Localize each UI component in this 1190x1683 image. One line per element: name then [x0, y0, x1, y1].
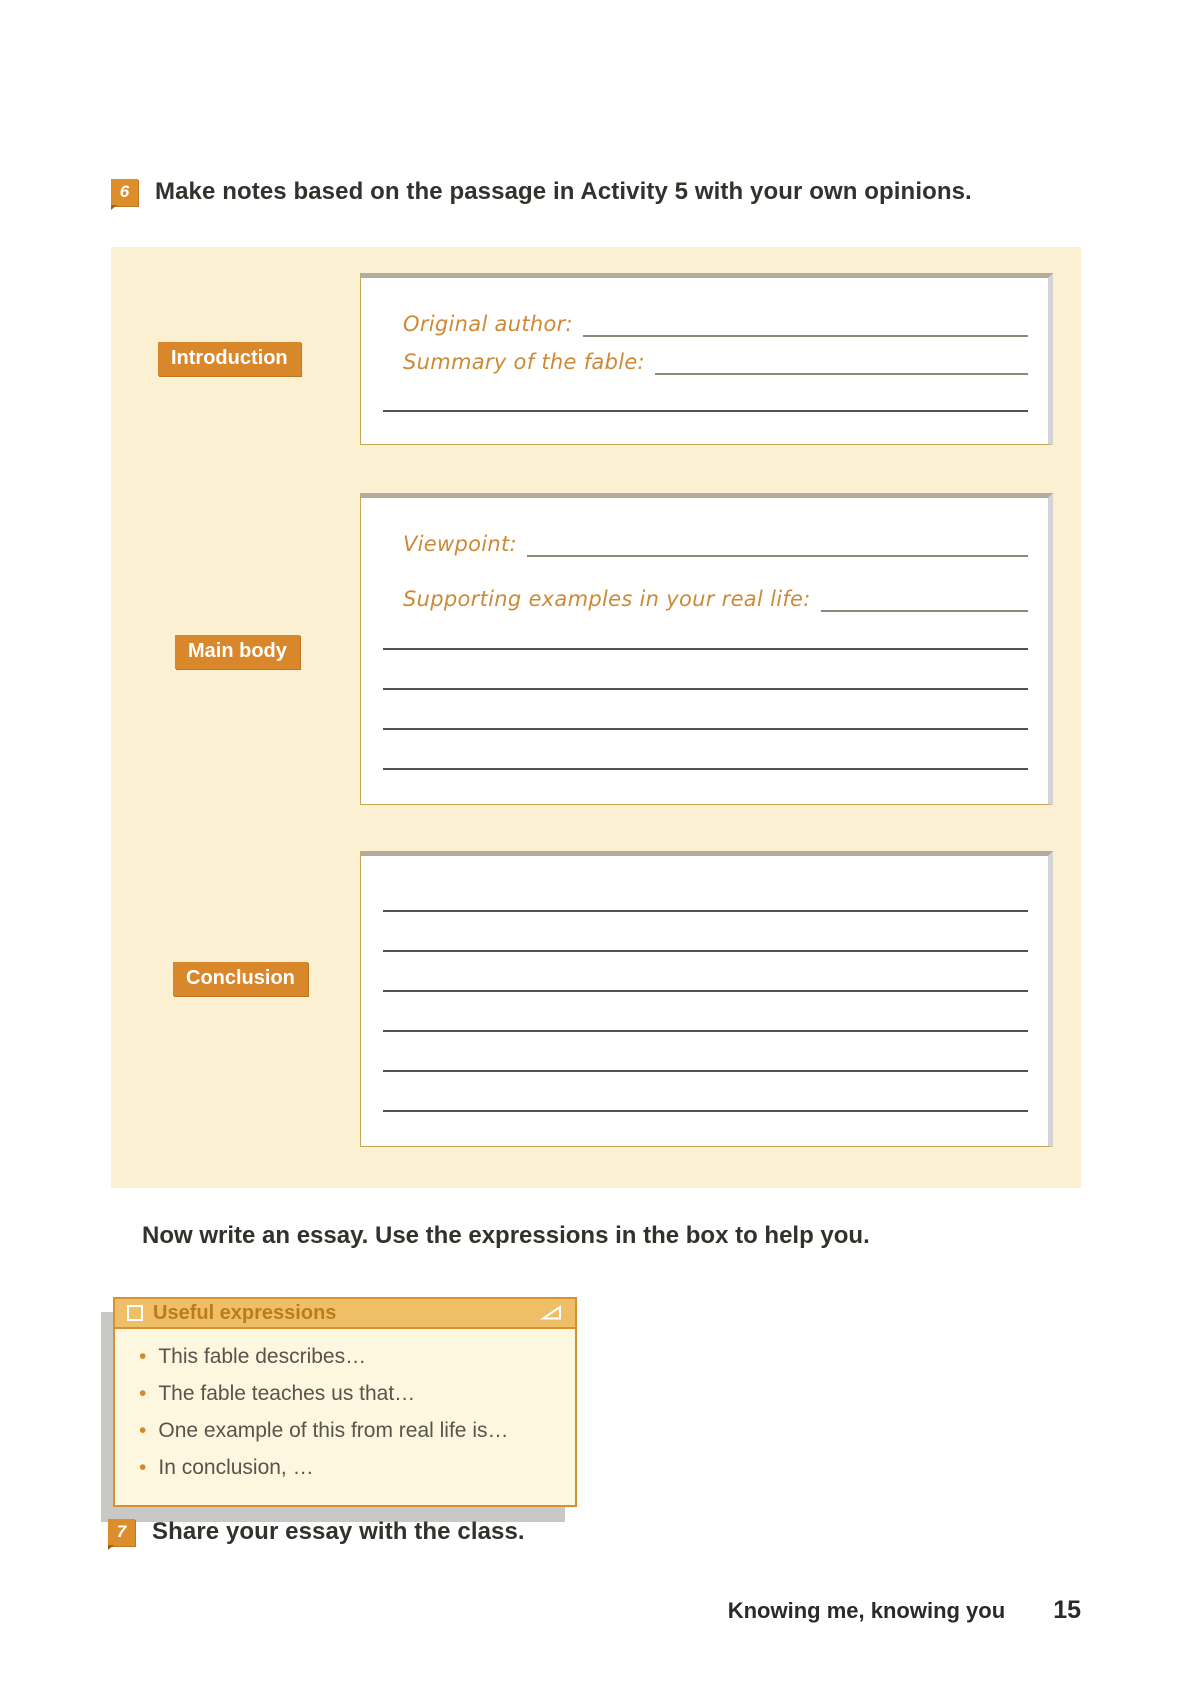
field-label: Supporting examples in your real life:	[403, 587, 811, 611]
useful-expressions-list	[113, 1329, 577, 1507]
bullet-icon: •	[139, 1419, 147, 1442]
conclusion-label: Conclusion	[173, 962, 308, 996]
write-line	[383, 1040, 1028, 1072]
write-line	[383, 960, 1028, 992]
useful-expressions-header	[113, 1297, 577, 1329]
write-line-rule	[583, 335, 1028, 337]
write-line	[383, 658, 1028, 690]
unit-title: Knowing me, knowing you	[727, 1598, 1006, 1623]
write-line-rule	[383, 910, 1028, 912]
page-number: 15	[1053, 1596, 1081, 1624]
write-line-rule	[383, 990, 1028, 992]
activity-number-badge	[108, 1519, 135, 1546]
bullet-icon: •	[139, 1345, 147, 1368]
square-outline-icon	[127, 1305, 143, 1321]
activity-number: 7	[116, 1522, 127, 1541]
bullet-icon: •	[139, 1382, 147, 1405]
list-item	[115, 1378, 575, 1415]
list-item	[115, 1415, 575, 1452]
triangle-outline-icon	[539, 1305, 563, 1321]
expression-text: The fable teaches us that…	[158, 1382, 416, 1405]
write-line	[383, 525, 1028, 557]
essay-instruction: Now write an essay. Use the expressions in the box to help you.	[142, 1222, 870, 1249]
expression-text: One example of this from real life is…	[158, 1419, 509, 1442]
notes-panel	[111, 247, 1081, 1188]
activity-6-heading	[111, 178, 972, 206]
main-body-label: Main body	[175, 635, 300, 669]
main-body-box	[360, 493, 1053, 805]
write-line	[383, 1000, 1028, 1032]
write-line-rule	[383, 768, 1028, 770]
conclusion-box	[360, 851, 1053, 1147]
expression-text: This fable describes…	[158, 1345, 367, 1368]
field-label: Summary of the fable:	[403, 350, 645, 374]
bullet-icon: •	[139, 1456, 147, 1479]
useful-expressions-box	[113, 1297, 577, 1507]
field-label: Original author:	[403, 312, 573, 336]
write-line	[383, 698, 1028, 730]
write-line	[383, 580, 1028, 612]
introduction-label: Introduction	[158, 342, 301, 376]
write-line-rule	[383, 1030, 1028, 1032]
write-line-rule	[383, 1070, 1028, 1072]
field-label: Viewpoint:	[403, 532, 517, 556]
write-line	[383, 1080, 1028, 1112]
write-line-rule	[383, 728, 1028, 730]
write-line	[383, 380, 1028, 412]
write-line	[383, 305, 1028, 337]
write-line	[383, 343, 1028, 375]
activity-instruction: Make notes based on the passage in Activity 5 with your own opinions.	[155, 178, 972, 205]
write-line	[383, 618, 1028, 650]
write-line-rule	[383, 648, 1028, 650]
activity-instruction: Share your essay with the class.	[152, 1518, 525, 1545]
write-line-rule	[655, 373, 1028, 375]
list-item	[115, 1341, 575, 1378]
write-line-rule	[383, 1110, 1028, 1112]
activity-7-heading	[108, 1518, 525, 1546]
list-item	[115, 1452, 575, 1489]
activity-number-badge	[111, 179, 138, 206]
useful-expressions-title: Useful expressions	[153, 1301, 337, 1324]
write-line	[383, 880, 1028, 912]
write-line-rule	[383, 410, 1028, 412]
write-line	[383, 738, 1028, 770]
introduction-box	[360, 273, 1053, 445]
write-line	[383, 920, 1028, 952]
page-footer	[728, 1596, 1081, 1625]
write-line-rule	[527, 555, 1028, 557]
write-line-rule	[383, 688, 1028, 690]
write-line-rule	[821, 610, 1028, 612]
activity-number: 6	[119, 182, 130, 201]
write-line-rule	[383, 950, 1028, 952]
expression-text: In conclusion, …	[158, 1456, 314, 1479]
